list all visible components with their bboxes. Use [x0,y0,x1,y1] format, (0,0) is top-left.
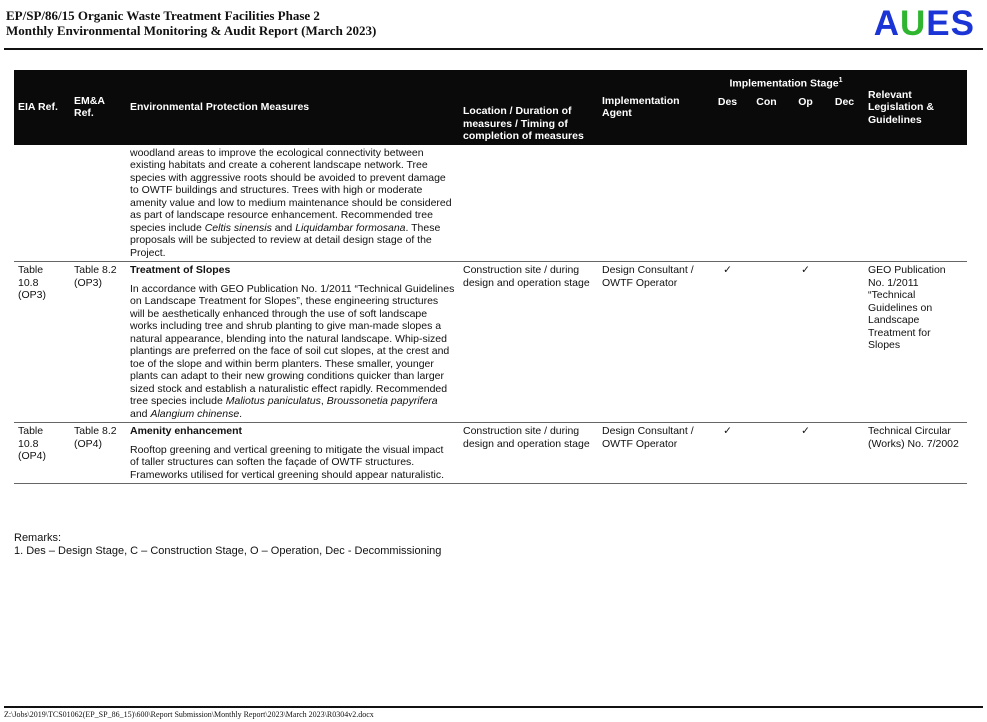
dec-cell [825,262,864,423]
logo-letter: E [926,4,951,43]
stage-header-text: Implementation Stage [729,77,839,90]
mitigation-measures-table [14,70,967,484]
col-op: Op [786,94,825,145]
op-check-icon: ✓ [786,262,825,423]
table-header-row-1 [14,70,967,94]
dec-cell [825,423,864,484]
remarks-note: 1. Des – Design Stage, C – Construction Stage, O – Operation, Dec - Decommissioning [14,545,442,557]
ema-ref-cell: Table 8.2 (OP4) [70,423,126,484]
col-agent: Implementation Agent [598,70,708,145]
species-name: Alangium chinense [150,407,240,420]
con-cell [747,423,786,484]
logo-letter: A [873,4,900,43]
con-cell [747,262,786,423]
stage-footnote-marker: 1 [838,77,843,84]
location-cell: Construction site / during design and operation stage [459,423,598,484]
col-implementation-stage [708,70,864,94]
species-name: Maliotus paniculatus [225,395,321,407]
species-name: Celtis sinensis [204,221,272,234]
species-name: Liquidambar formosana [295,221,406,234]
table-row-continuation [14,145,967,262]
report-subtitle: Monthly Environmental Monitoring & Audit Report (March 2023) [6,23,377,38]
measure-title: Amenity enhancement [130,425,243,437]
continuation-measure-text: woodland areas to improve the ecological connectivity between existing habitats and create a coherent landscape network. Tree species with aggressive roots should be avoided to prevent damage to OWTF buildings and structures. Trees with high or moderate amenity value and low to medium maintenance should be considered as part of landscape resource enhancement. Recommended tree species include Celtis sinensis and Liquidambar formosana. These proposals will be subjected to review at detail design stage of the Project. [126,145,459,262]
remarks-section [14,532,441,558]
col-eia-ref: EIA Ref. [14,70,70,145]
table-row [14,262,967,423]
eia-ref-cell: Table 10.8 (OP3) [14,262,70,423]
legislation-cell: Technical Circular (Works) No. 7/2002 [864,423,967,484]
op-check-icon: ✓ [786,423,825,484]
measure-text: In accordance with GEO Publication No. 1/2011 “Technical Guidelines on Landscape Treatment for Slopes”, these engineering structures will be aesthetically enhanced through the use of soft landscape works including tree and shrub planting to give man-made slopes a natural appearance, blending into the natural landscape. Whip-sized plantings are preferred on the face of soil cut slopes, at the crest and toe of the slope and within berm planters. These smaller, younger plants can adapt to their new growing conditions quicker than larger sized stock and establish a naturalistic effect rapidly. Recommended tree species include Maliotus paniculatus, Broussonetia papyrifera and Alangium chinense. [130,282,455,420]
col-con: Con [747,94,786,145]
header-divider [4,48,983,50]
table-row [14,423,967,484]
footer-divider [4,706,983,708]
des-check-icon: ✓ [708,262,747,423]
ema-ref-cell: Table 8.2 (OP3) [70,262,126,423]
col-ema-ref: EM&A Ref. [70,70,126,145]
logo-letter: S [950,4,975,43]
logo-letter: U [900,4,927,43]
remarks-title: Remarks: [14,532,62,544]
agent-cell: Design Consultant / OWTF Operator [598,262,708,423]
file-path: Z:\Jobs\2019\TCS01062(EP_SP_86_15)\600\Report Submission\Monthly Report\2023\March 2023\R0304v2.docx [4,710,374,719]
measure-title: Treatment of Slopes [130,264,231,276]
logo-text [874,4,975,43]
legislation-cell: GEO Publication No. 1/2011 “Technical Guidelines on Landscape Treatment for Slopes [864,262,967,423]
des-check-icon: ✓ [708,423,747,484]
col-des: Des [708,94,747,145]
measure-cell [126,423,459,484]
col-measures: Environmental Protection Measures [126,70,459,145]
location-cell: Construction site / during design and operation stage [459,262,598,423]
species-name: Broussonetia papyrifera [326,395,438,407]
report-project-title: EP/SP/86/15 Organic Waste Treatment Facilities Phase 2 [6,8,320,23]
col-legislation: Relevant Legislation & Guidelines [864,70,967,145]
eia-ref-cell: Table 10.8 (OP4) [14,423,70,484]
aues-logo [874,4,975,44]
page-header [6,4,981,44]
measure-cell [126,262,459,423]
agent-cell: Design Consultant / OWTF Operator [598,423,708,484]
col-dec: Dec [825,94,864,145]
measure-text: Rooftop greening and vertical greening to mitigate the visual impact of taller structures can soften the façade of OWTF structures. Frameworks utilised for vertical greening should appear naturalistic. [130,443,444,481]
col-location: Location / Duration of measures / Timing of completion of measures [459,70,598,145]
